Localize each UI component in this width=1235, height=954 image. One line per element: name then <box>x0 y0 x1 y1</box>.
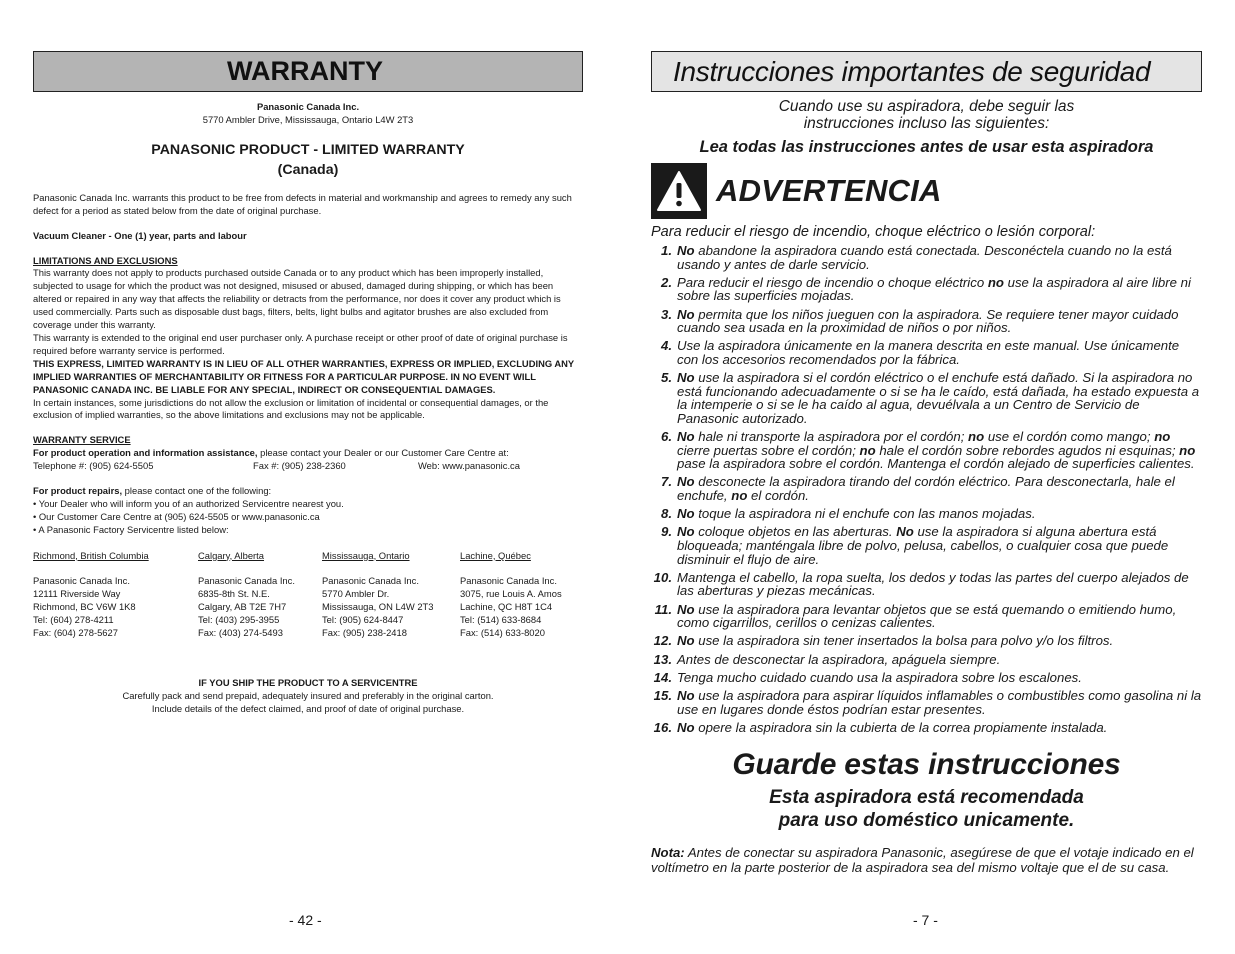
page-number-right: - 7 - <box>913 912 938 928</box>
safety-item-text: Antes de desconectar la aspiradora, apáguela siempre. <box>677 651 1001 667</box>
company-name: Panasonic Canada Inc. <box>256 101 360 112</box>
servicentre-city: Calgary, Alberta <box>198 549 265 561</box>
servicentre-line: Panasonic Canada Inc. <box>33 575 130 587</box>
safety-item-number: 14. <box>653 669 672 685</box>
warranty-intro: Panasonic Canada Inc. warrants this product to be free from defects in material and workmanship and agrees to remedy any such defect for a period as stated below from the date of original purchase. <box>33 191 572 216</box>
safety-item <box>651 475 1202 502</box>
safety-item-text: No abandone la aspiradora cuando está conectada. Desconéctela cuando no la está usando y antes de darle servicio. <box>677 243 1172 272</box>
safety-item-text: No use la aspiradora si el cordón eléctrico o el enchufe está dañado. Si la aspiradora no está funcionando adecuadamente o si se ha le caído, está dañada, ha estado expuesta a la intemperie o si se le ha caído al agua, devuélvala a un Centro de Servicio de Panasonic autorizado. <box>677 370 1200 426</box>
limitations-p1: This warranty does not apply to products purchased outside Canada or to any product which has been improperly installed, subjected to usage for which the product was not designed, misused or abused, damaged during shipping, or which has been altered or repaired in any way that affects the reliability or detracts from the performance, nor does it cover any product which is used commercially. Parts such as disposable dust bags, filters, belts, light bulbs and agitator brushes are also excluded from coverage under this warranty. <box>33 267 561 331</box>
servicentre-line: 5770 Ambler Dr. <box>322 588 390 600</box>
safety-item-number: 16. <box>653 719 672 735</box>
servicentre-city: Mississauga, Ontario <box>322 549 410 561</box>
note-label: Nota: <box>651 845 685 861</box>
safety-item-text: No use la aspiradora sin tener insertados la bolsa para polvo y/o los filtros. <box>677 633 1114 649</box>
safety-item-text: No hale ni transporte la aspiradora por el cordón; no use el cordón como mango; no cierre puertas sobre el cordón; no hale el cordón sobre rebordes agudos ni esquinas; no pase la aspiradora sobre el cordón. Mantenga el cordón alejado de superficies calientes. <box>677 429 1196 472</box>
safety-item-text: No use la aspiradora para aspirar líquidos inflamables o combustibles como gasolina ni la use en lugares donde éstos podrían estar presentes. <box>677 687 1202 717</box>
servicentre-line: Fax: (604) 278-5627 <box>33 627 118 639</box>
bullet-item: • A Panasonic Factory Servicentre listed below: <box>33 523 229 535</box>
risk-statement: Para reducir el riesgo de incendio, choque eléctrico o lesión corporal: <box>651 224 1096 240</box>
safety-item-text: Mantenga el cabello, la ropa suelta, los dedos y todas las partes del cuerpo alejados de las aberturas y piezas mecánicas. <box>677 569 1189 599</box>
safety-item-text: No use la aspiradora para levantar objetos que se está quemando o emitiendo humo, como cigarrillos, cerillos o cenizas calientes. <box>677 601 1177 631</box>
fax: Fax #: (905) 238-2360 <box>253 460 346 472</box>
safety-item <box>651 721 1202 735</box>
safety-item <box>651 603 1202 630</box>
intro-text <box>651 98 1202 132</box>
safety-item <box>651 689 1202 716</box>
servicentre-grid <box>33 550 583 640</box>
ship-line-2: Include details of the defect claimed, and proof of date of original purchase. <box>151 702 465 714</box>
safety-item-number: 3. <box>661 306 672 322</box>
servicentre-line: Mississauga, ON L4W 2T3 <box>322 601 434 613</box>
bullet-item: • Our Customer Care Centre at (905) 624-5505 or www.panasonic.ca <box>33 510 320 522</box>
safety-item-text: Tenga mucho cuidado cuando usa la aspiradora sobre los escalones. <box>677 669 1082 685</box>
title-line-1: PANASONIC PRODUCT - LIMITED WARRANTY <box>151 141 465 158</box>
safety-item-text: Para reducir el riesgo de incendio o choque eléctrico no use la aspiradora al aire libre ni sobre las superficies mojadas. <box>677 274 1191 304</box>
household-line-1: Esta aspiradora está recomendada <box>769 787 1084 809</box>
voltage-note <box>651 845 1202 875</box>
safety-item <box>651 339 1202 366</box>
servicentre-line: 3075, rue Louis A. Amos <box>460 588 562 600</box>
warning-title: ADVERTENCIA <box>716 173 942 208</box>
service-heading: WARRANTY SERVICE <box>33 434 131 446</box>
servicentre-line: Tel: (403) 295-3955 <box>198 614 280 626</box>
safety-item-number: 12. <box>653 633 672 649</box>
safety-item-number: 10. <box>653 569 672 585</box>
read-instructions: Lea todas las instrucciones antes de usar esta aspiradora <box>699 138 1154 156</box>
safety-item-number: 11. <box>654 601 672 617</box>
safety-item-number: 7. <box>661 474 672 490</box>
safety-page <box>651 51 1202 875</box>
servicentre-line: Tel: (604) 278-4211 <box>33 614 114 626</box>
safety-item-text: Use la aspiradora únicamente en la manera descrita en este manual. Use únicamente con los accesorios recomendados por la fábrica. <box>677 338 1180 367</box>
servicentre-calgary <box>198 550 322 640</box>
safety-item-number: 9. <box>661 524 672 540</box>
safety-item <box>651 571 1202 598</box>
note-text: Antes de conectar su aspiradora Panasonic, asegúrese de que el votaje indicado en el voltímetro en la parte posterior de la aspiradora sea del mismo voltaje que el de su casa. <box>651 845 1194 876</box>
service-rest: please contact your Dealer or our Customer Care Centre at: <box>257 447 509 459</box>
servicentre-line: Tel: (514) 633-8684 <box>460 614 542 626</box>
contact-row <box>33 460 583 473</box>
safety-header: Instrucciones importantes de seguridad <box>651 51 1202 92</box>
safety-item-number: 6. <box>661 429 672 445</box>
safety-item <box>651 430 1202 471</box>
safety-item <box>651 525 1202 566</box>
limitations-p2: This warranty is extended to the original end user purchaser only. A purchase receipt or other proof of date of original purchase is required before warranty service is performed. <box>33 331 568 356</box>
safety-item <box>651 371 1202 425</box>
servicentre-line: Panasonic Canada Inc. <box>322 575 419 587</box>
servicentre-line: 12111 Riverside Way <box>33 588 121 600</box>
safety-item-number: 13. <box>653 651 672 667</box>
safety-item-number: 2. <box>661 274 672 290</box>
ship-line-1: Carefully pack and send prepaid, adequately insured and preferably in the original carton. <box>122 689 494 701</box>
product-warranty-title <box>33 140 583 180</box>
servicentre-lachine <box>460 550 583 640</box>
servicentre-line: Tel: (905) 624-8447 <box>322 614 404 626</box>
repairs-rest: please contact one of the following: <box>122 485 272 497</box>
page-number-left: - 42 - <box>289 912 322 928</box>
servicentre-line: Richmond, BC V6W 1K8 <box>33 601 136 613</box>
safety-item-number: 8. <box>661 506 672 522</box>
safety-item <box>651 308 1202 335</box>
service-bold: For product operation and information assistance, <box>33 447 258 459</box>
save-instructions-title: Guarde estas instrucciones <box>732 748 1121 782</box>
warranty-header: WARRANTY <box>33 51 583 92</box>
repairs-bold: For product repairs, <box>33 485 123 497</box>
safety-item <box>651 244 1202 271</box>
servicentre-line: Lachine, QC H8T 1C4 <box>460 601 553 613</box>
safety-item <box>651 671 1202 685</box>
limitations-heading: LIMITATIONS AND EXCLUSIONS <box>33 254 178 266</box>
warning-icon <box>651 163 707 219</box>
vacuum-coverage: Vacuum Cleaner - One (1) year, parts and labour <box>33 229 247 241</box>
household-line-2: para uso doméstico unicamente. <box>778 810 1075 832</box>
ship-heading: IF YOU SHIP THE PRODUCT TO A SERVICENTRE <box>198 677 418 688</box>
title-line-2: (Canada) <box>277 161 339 178</box>
safety-item-number: 4. <box>661 338 672 354</box>
servicentre-richmond <box>33 550 198 640</box>
limitations-p4: In certain instances, some jurisdictions do not allow the exclusion or limitation of incidental or consequential damages, or the exclusion of implied warranties, so the above limitations and exclusions may not be applicable. <box>33 396 549 421</box>
safety-item-number: 15. <box>653 687 672 703</box>
warranty-page <box>33 51 583 716</box>
safety-item-number: 1. <box>661 243 672 258</box>
servicentre-line: Fax: (403) 274-5493 <box>198 627 283 639</box>
servicentre-line: 6835-8th St. N.E. <box>198 588 270 600</box>
servicentre-city: Richmond, British Columbia <box>33 549 149 561</box>
company-address: 5770 Ambler Drive, Mississauga, Ontario L4W 2T3 <box>202 113 414 125</box>
limitations-p3: THIS EXPRESS, LIMITED WARRANTY IS IN LIEU OF ALL OTHER WARRANTIES, EXPRESS OR IMPLIED, EXCLUDING ANY IMPLIED WARRANTIES OF MERCHANTABILITY OR FITNESS FOR A PARTICULAR PURPOSE. IN NO EVENT WILL PANASONIC CANADA INC. BE LIABLE FOR ANY SPECIAL, INDIRECT OR CONSEQUENTIAL DAMAGES. <box>33 357 575 395</box>
servicentre-mississauga <box>322 550 460 640</box>
warning-row <box>651 163 1202 219</box>
safety-item <box>651 634 1202 648</box>
safety-list <box>651 244 1202 734</box>
bullet-item: • Your Dealer who will inform you of an authorized Servicentre nearest you. <box>33 497 344 509</box>
servicentre-line: Panasonic Canada Inc. <box>198 575 295 587</box>
servicentre-city: Lachine, Québec <box>460 549 531 561</box>
service-text <box>33 447 583 460</box>
repairs-text <box>33 485 583 498</box>
safety-item-text: No opere la aspiradora sin la cubierta de la correa propiamente instalada. <box>677 719 1108 735</box>
safety-item-text: No coloque objetos en las aberturas. No use la aspiradora si alguna abertura está bloqueada; manténgala libre de polvo, pelusa, cabellos, o cualquier cosa que puede disminuir el flujo de aire. <box>677 524 1169 567</box>
safety-item <box>651 507 1202 521</box>
safety-item-text: No permita que los niños jueguen con la aspiradora. Se requiere tener mayor cuidado cuando sea usada en la proximidad de niños o por niños. <box>677 306 1179 336</box>
safety-item-text: No toque la aspiradora ni el enchufe con las manos mojadas. <box>677 506 1036 522</box>
safety-item-text: No desconecte la aspiradora tirando del cordón eléctrico. Para desconectarla, hale el enchufe, no el cordón. <box>677 474 1175 504</box>
household-use-note <box>651 786 1202 832</box>
intro-line-1: Cuando use su aspiradora, debe seguir las <box>778 98 1075 115</box>
servicentre-line: Panasonic Canada Inc. <box>460 575 557 587</box>
servicentre-line: Calgary, AB T2E 7H7 <box>198 601 287 613</box>
safety-item-number: 5. <box>661 370 672 386</box>
telephone: Telephone #: (905) 624-5505 <box>33 460 154 472</box>
web: Web: www.panasonic.ca <box>418 460 520 472</box>
safety-item <box>651 276 1202 303</box>
intro-line-2: instrucciones incluso las siguientes: <box>803 115 1050 132</box>
servicentre-line: Fax: (514) 633-8020 <box>460 627 545 639</box>
safety-item <box>651 653 1202 667</box>
servicentre-line: Fax: (905) 238-2418 <box>322 627 407 639</box>
